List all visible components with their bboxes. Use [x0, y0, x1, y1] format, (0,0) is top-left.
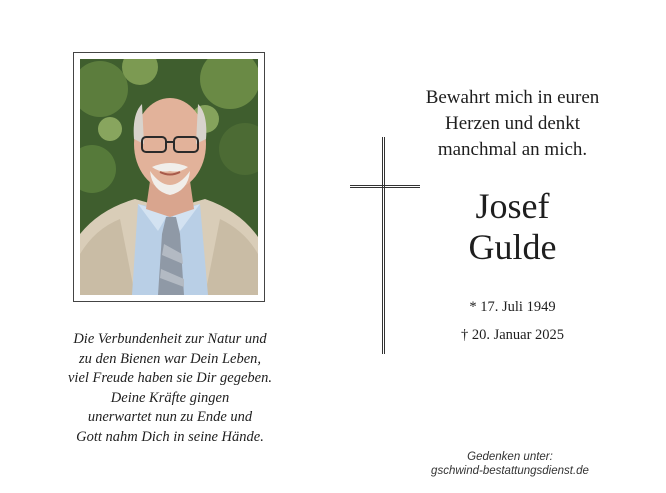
- memorial-footer: [410, 450, 610, 478]
- first-name: Josef: [475, 186, 550, 226]
- portrait-photo: [80, 59, 258, 295]
- footer-label: Gedenken unter:: [467, 451, 553, 463]
- memorial-poem: [20, 330, 320, 448]
- footer-url[interactable]: gschwind-bestattungsdienst.de: [431, 465, 589, 477]
- last-name: Gulde: [468, 227, 557, 267]
- cross-icon-vertical: [382, 137, 385, 354]
- poem-line: zu den Bienen war Dein Leben,: [78, 350, 262, 367]
- memorial-quote: [395, 85, 630, 163]
- quote-line: manchmal an mich.: [437, 139, 588, 160]
- poem-line: Deine Kräfte gingen: [110, 389, 230, 406]
- poem-line: Gott nahm Dich in seine Hände.: [76, 428, 264, 445]
- quote-line: Bewahrt mich in euren: [425, 87, 600, 108]
- poem-line: Die Verbundenheit zur Natur und: [73, 331, 267, 347]
- cross-icon-horizontal: [350, 185, 420, 188]
- poem-line: unerwartet nun zu Ende und: [87, 409, 253, 426]
- life-dates: [420, 297, 605, 345]
- death-date: † 20. Januar 2025: [460, 327, 565, 343]
- birth-date: * 17. Juli 1949: [469, 299, 556, 315]
- photo-frame: [73, 52, 265, 302]
- portrait-illustration: [80, 59, 258, 295]
- poem-line: viel Freude haben sie Dir gegeben.: [67, 370, 272, 387]
- quote-line: Herzen und denkt: [444, 113, 581, 134]
- deceased-name: [420, 186, 605, 268]
